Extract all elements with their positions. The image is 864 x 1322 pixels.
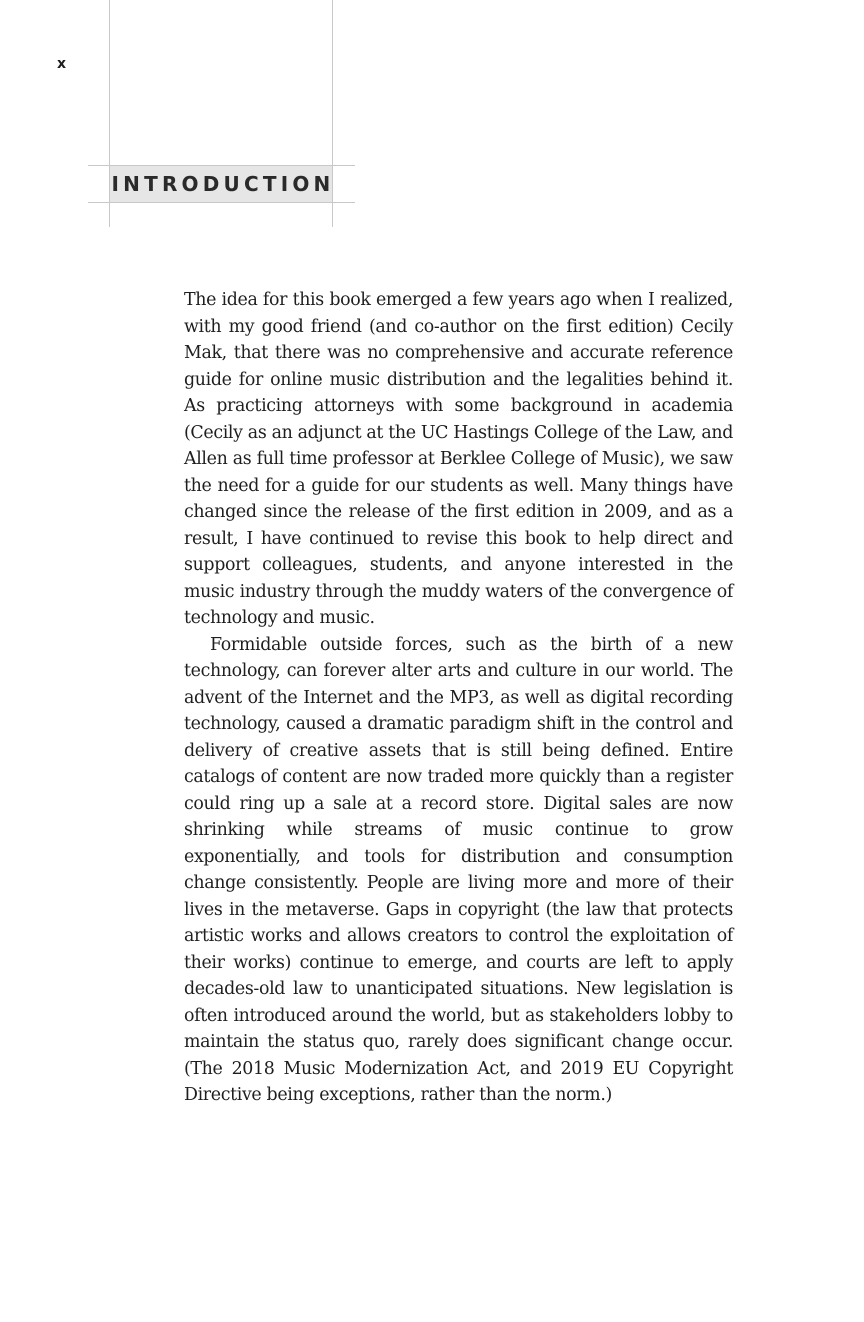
body-text	[184, 287, 733, 1109]
chapter-title: INTRODUCTION	[111, 172, 335, 196]
paragraph-1: The idea for this book emerged a few years ago when I realized, with my good friend (and co-author on the first edition) Cecily Mak, that there was no comprehensive and accurate reference guide for online music distribution and the legalities behind it. As practicing attorneys with some background in academia (Cecily as an adjunct at the UC Hastings College of the Law, and Allen as full time professor at Berklee College of Music), we saw the need for a guide for our students as well. Many things have changed since the release of the first edition in 2009, and as a result, I have continued to revise this book to help direct and support colleagues, students, and anyone interested in the music industry through the muddy waters of the convergence of technology and music.	[184, 290, 733, 628]
frame-rule-horizontal-bottom	[88, 202, 355, 203]
page-number: x	[57, 56, 67, 72]
chapter-heading-band	[110, 166, 335, 202]
paragraph-2: Formidable outside forces, such as the birth of a new technology, can forever alter arts and culture in our world. The advent of the Internet and the MP3, as well as digital recording technology, caused a dramatic paradigm shift in the control and delivery of creative assets that is still being defined. Entire catalogs of content are now traded more quickly than a register could ring up a sale at a record store. Digital sales are now shrinking while streams of music continue to grow exponentially, and tools for distribution and consumption change consistently. People are living more and more of their lives in the metaverse. Gaps in copyright (the law that protects artistic works and allows creators to control the exploitation of their works) continue to emerge, and courts are left to apply decades-old law to unanticipated situations. New legislation is often introduced around the world, but as stakeholders lobby to maintain the status quo, rarely does significant change occur. (The 2018 Music Modernization Act, and 2019 EU Copyright Directive being exceptions, rather than the norm.)	[184, 634, 733, 1105]
